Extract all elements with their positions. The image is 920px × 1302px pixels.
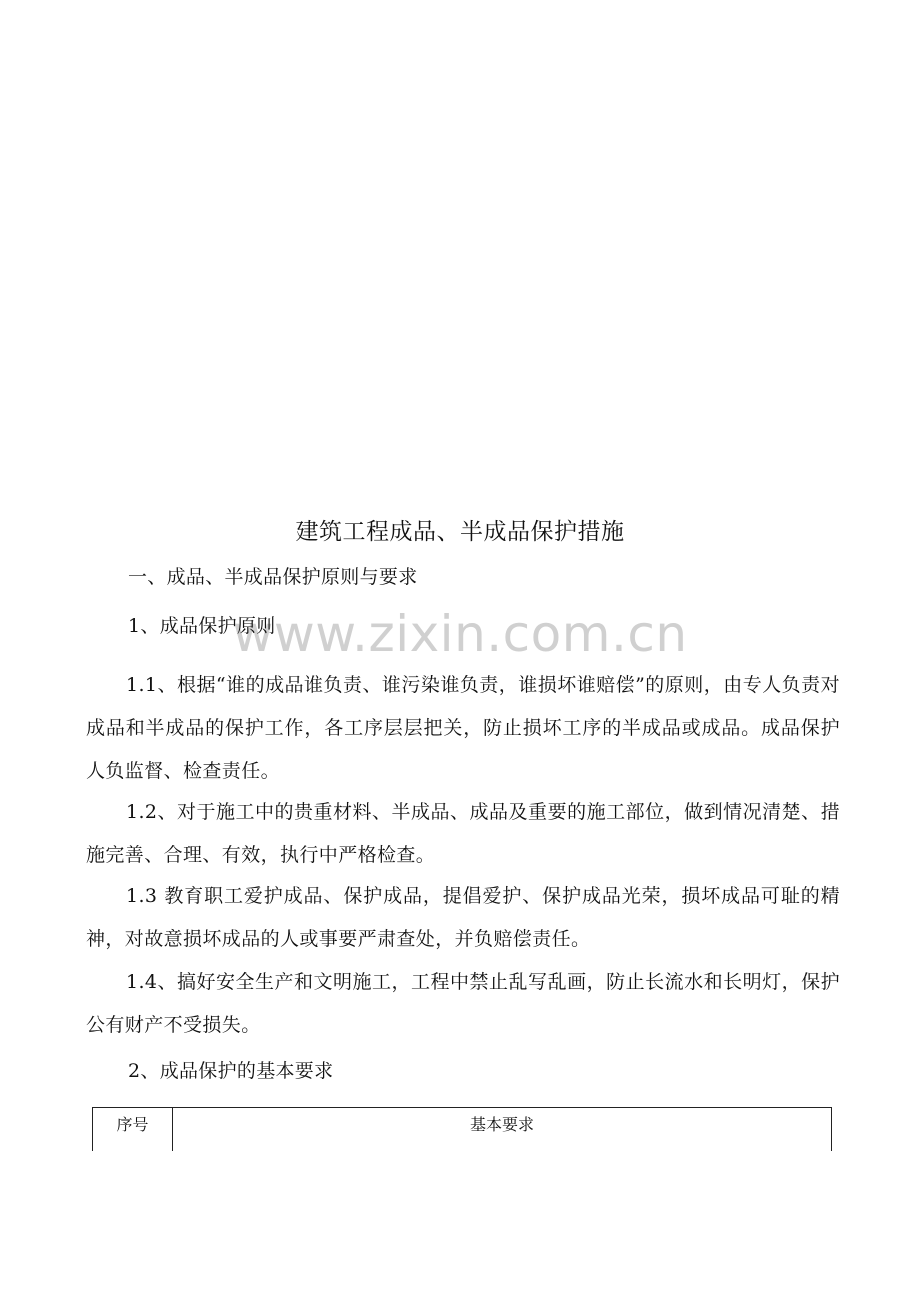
paragraph-1-4: 1.4、搞好安全生产和文明施工，工程中禁止乱写乱画，防止长流水和长明灯，保护公有财产不受损失。 <box>86 971 840 1036</box>
section-heading: 一、成品、半成品保护原则与要求 <box>128 566 418 588</box>
table-header-requirements: 基本要求 <box>469 1115 534 1134</box>
subheading-basic-requirements: 2、成品保护的基本要求 <box>128 1060 334 1082</box>
watermark: www.zixin.com.cn <box>232 605 688 663</box>
table-header-number: 序号 <box>93 1108 173 1151</box>
requirements-table <box>92 1107 832 1151</box>
document-title: 建筑工程成品、半成品保护措施 <box>295 519 625 545</box>
paragraph-1-1: 1.1、根据“谁的成品谁负责、谁污染谁负责，谁损坏谁赔偿”的原则，由专人负责对成品和半成品的保护工作，各工序层层把关，防止损坏工序的半成品或成品。成品保护人负监督、检查责任。 <box>86 674 840 782</box>
paragraph-1-3: 1.3 教育职工爱护成品、保护成品，提倡爱护、保护成品光荣，损坏成品可耻的精神，对故意损坏成品的人或事要严肃查处，并负赔偿责任。 <box>86 885 840 950</box>
subheading-protection-principles: 1、成品保护原则 <box>128 615 276 637</box>
paragraph-1-2: 1.2、对于施工中的贵重材料、半成品、成品及重要的施工部位，做到情况清楚、措施完善、合理、有效，执行中严格检查。 <box>86 801 840 866</box>
